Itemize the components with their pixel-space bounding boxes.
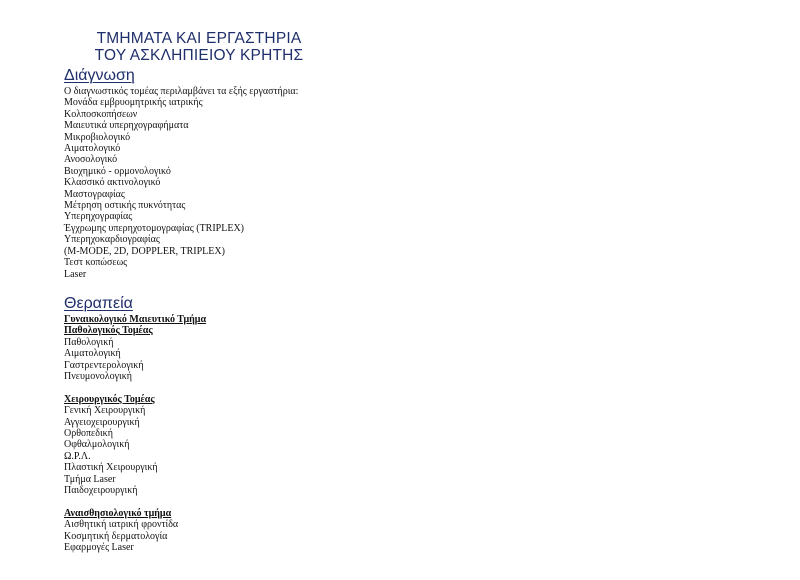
list-item: (M-MODE, 2D, DOPPLER, TRIPLEX)	[64, 245, 225, 257]
pathology-list	[64, 337, 484, 383]
list-item: Αιματολογική	[64, 348, 121, 360]
list-item: Παιδοχειρουργική	[64, 484, 138, 496]
surgery-heading: Χειρουργικός Τομέας	[64, 393, 155, 405]
list-item: Βιοχημικό - ορμονολογικό	[64, 165, 171, 177]
list-item: Τμήμα Laser	[64, 473, 116, 485]
surgery-list	[64, 405, 484, 496]
list-item: Οφθαλμολογική	[64, 439, 130, 451]
list-item: Laser	[64, 268, 87, 280]
document-body	[64, 66, 484, 553]
title-line-1: ΤΜΗΜΑΤΑ ΚΑΙ ΕΡΓΑΣΤΗΡΙΑ	[96, 30, 302, 47]
list-item: Γενική Χειρουργική	[64, 405, 146, 417]
therapy-heading: Θεραπεία	[64, 294, 133, 312]
list-item: Υπερηχογραφίας	[64, 211, 133, 223]
diagnosis-list	[64, 97, 484, 280]
pathology-heading: Παθολογικός Τομέας	[64, 325, 153, 337]
list-item: Κολποσκοπήσεων	[64, 108, 138, 120]
list-item: Αιματολογικό	[64, 143, 121, 155]
list-item: Παθολογική	[64, 336, 114, 348]
title-line-2: ΤΟΥ ΑΣΚΛΗΠΙΕΙΟΥ ΚΡΗΤΗΣ	[94, 47, 304, 64]
list-item: Μονάδα εμβρυομητρικής ιατρικής	[64, 97, 203, 109]
list-item: Έγχρωμης υπερηχοτομογραφίας (TRIPLEX)	[64, 222, 245, 234]
list-item: Μικροβιολογικό	[64, 131, 131, 143]
gynecology-heading: Γυναικολογικό Μαιευτικό Τμήμα	[64, 313, 207, 325]
anesthesia-heading: Αναισθησιολογικό τμήμα	[64, 507, 172, 519]
spacer	[64, 496, 484, 507]
diagnosis-intro: Ο διαγνωστικός τομέας περιλαμβάνει τα εξής εργαστήρια:	[64, 86, 299, 97]
diagnosis-section	[64, 66, 484, 280]
list-item: Μαστογραφίας	[64, 188, 125, 200]
therapy-section	[64, 294, 484, 554]
list-item: Ω.Ρ.Λ.	[64, 450, 91, 462]
list-item: Γαστρεντερολογική	[64, 359, 144, 371]
list-item: Μαιευτικά υπερηχογραφήματα	[64, 120, 189, 132]
list-item: Υπερηχοκαρδιογραφίας	[64, 234, 160, 246]
list-item: Αισθητική ιατρική φροντίδα	[64, 519, 179, 531]
list-item: Κοσμητική δερματολογία	[64, 530, 168, 542]
list-item: Εφαρμογές Laser	[64, 542, 134, 553]
list-item: Ορθοπεδική	[64, 427, 113, 439]
document-title	[64, 30, 334, 64]
list-item: Κλασσικό ακτινολογικό	[64, 177, 161, 189]
list-item: Τεστ κοπώσεως	[64, 257, 128, 269]
anesthesia-list	[64, 519, 484, 553]
diagnosis-heading: Διάγνωση	[64, 67, 135, 84]
list-item: Πλαστική Χειρουργική	[64, 462, 158, 474]
spacer	[64, 382, 484, 393]
list-item: Ανοσολογικό	[64, 154, 118, 166]
list-item: Αγγειοχειρουργική	[64, 416, 140, 428]
list-item: Μέτρηση οστικής πυκνότητας	[64, 200, 186, 212]
list-item: Πνευμονολογική	[64, 370, 133, 382]
